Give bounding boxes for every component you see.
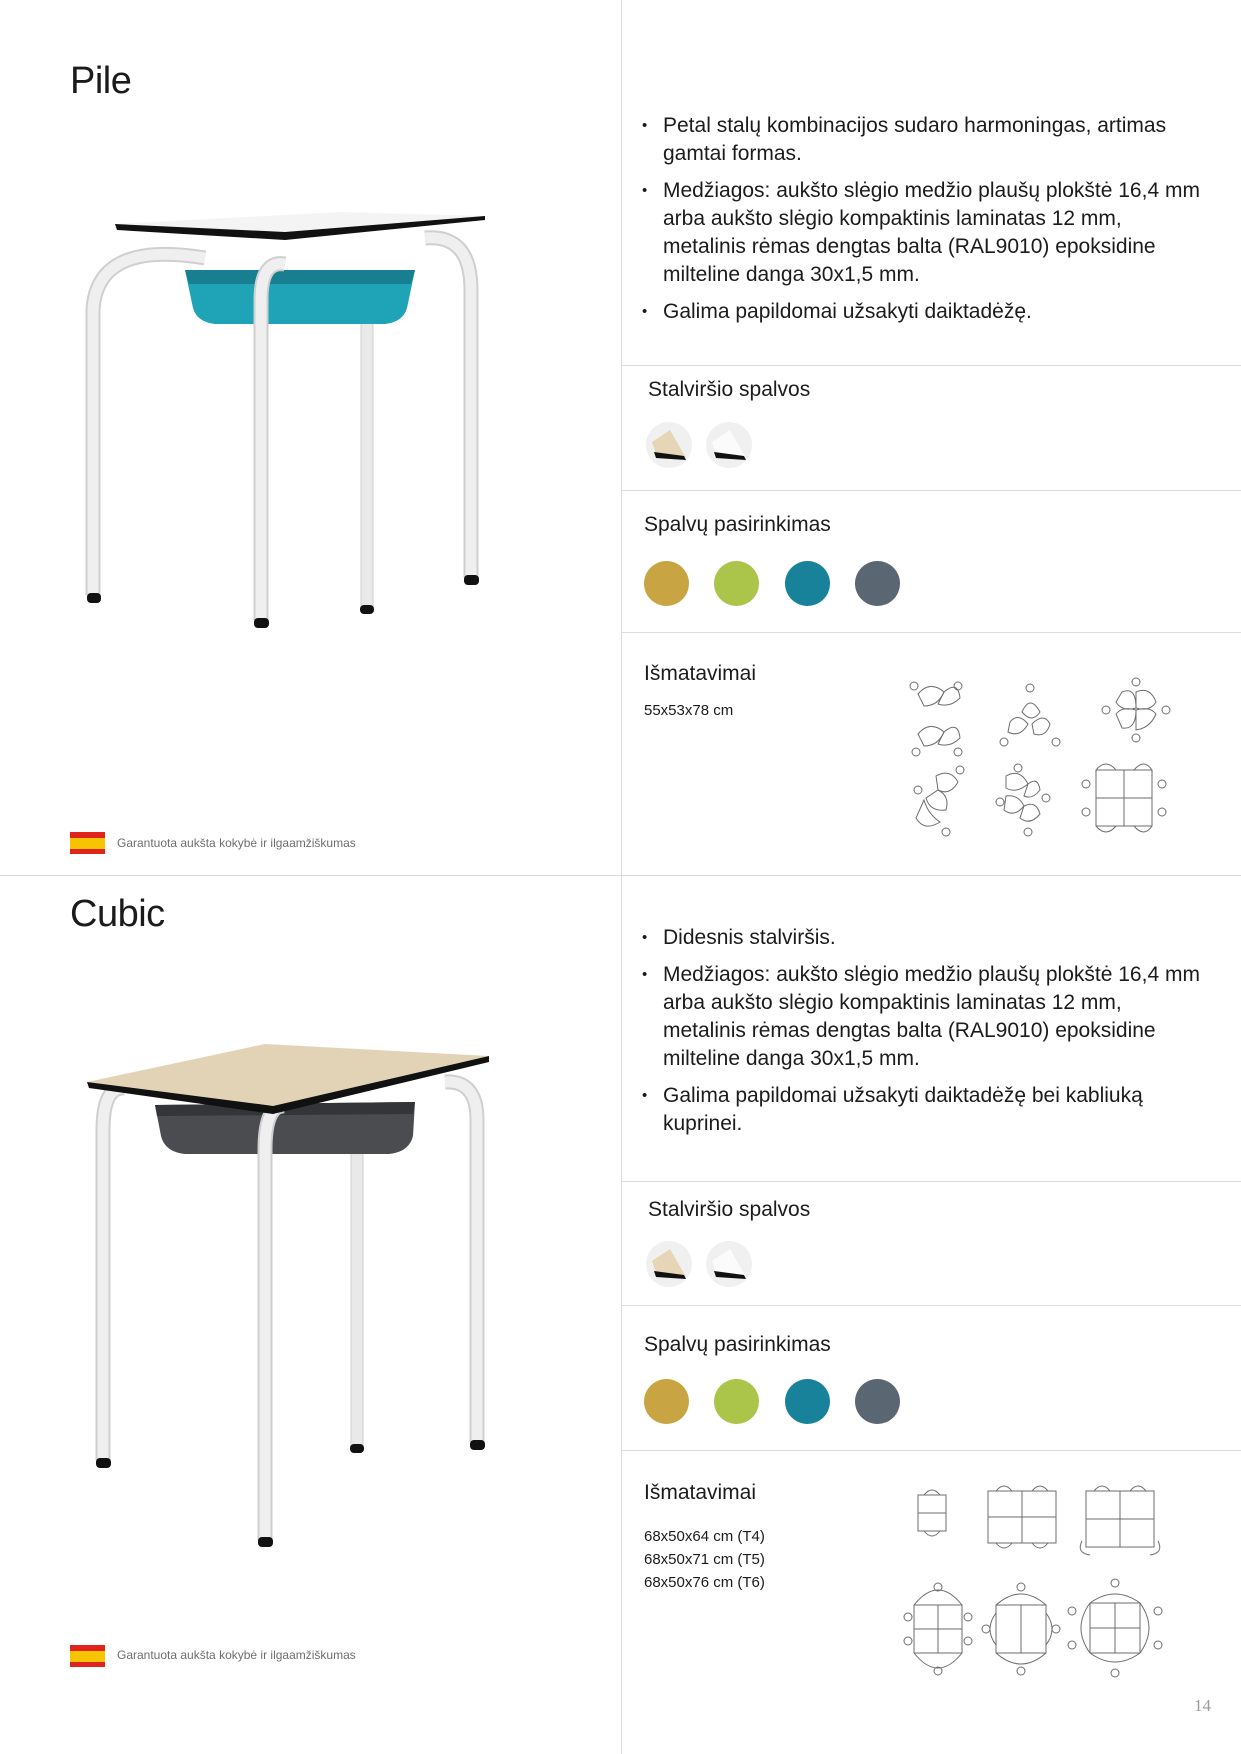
divider — [622, 1450, 1241, 1451]
color-swatch-lime[interactable] — [714, 1379, 759, 1424]
square-group-layout-icon — [1082, 764, 1166, 832]
white-finish-icon[interactable] — [706, 1241, 752, 1287]
colors-heading: Spalvų pasirinkimas — [644, 513, 831, 536]
petal-quad-layout-icon — [1102, 678, 1170, 742]
feature-item: • Medžiagos: aukšto slėgio medžio plaušų plokštė 16,4 mm arba aukšto slėgio kompaktinis laminatas 12 mm, metalinis rėmas dengtas balta (RAL9010) epoksidine milteline danga 30x1,5 mm. — [642, 961, 1202, 1073]
layout-diagrams — [900, 1475, 1180, 1715]
divider — [622, 1305, 1241, 1306]
feature-item: • Didesnis stalviršis. — [642, 924, 1202, 952]
feature-list — [642, 112, 1202, 335]
color-swatch-teal[interactable] — [785, 1379, 830, 1424]
white-finish-icon[interactable] — [706, 422, 752, 468]
divider — [622, 365, 1241, 366]
feature-item: • Galima papildomai užsakyti daiktadėžę bei kabliuką kuprinei. — [642, 1082, 1202, 1138]
dimension-value: 68x50x71 cm (T5) — [644, 1551, 765, 1568]
petal-pair-layout-icon — [910, 682, 962, 756]
four-desk-open-layout-icon — [1080, 1486, 1160, 1555]
product-section-pile — [0, 0, 1241, 875]
quality-guarantee-note: Garantuota aukšta kokybė ir ilgaamžiškumas — [117, 836, 356, 850]
spain-flag-icon — [70, 1645, 105, 1667]
petal-cluster-layout-icon — [996, 764, 1050, 836]
round-group-layout-icon — [1068, 1579, 1162, 1677]
petal-row-layout-icon — [914, 766, 964, 836]
quality-guarantee-note: Garantuota aukšta kokybė ir ilgaamžiškumas — [117, 1648, 356, 1662]
colors-heading: Spalvų pasirinkimas — [644, 1333, 831, 1356]
dimension-value: 68x50x64 cm (T4) — [644, 1528, 765, 1545]
light-wood-finish-icon[interactable] — [646, 422, 692, 468]
page-number: 14 — [1194, 1696, 1211, 1715]
divider — [622, 632, 1241, 633]
color-swatch-slate[interactable] — [855, 1379, 900, 1424]
finishes-heading: Stalviršio spalvos — [648, 1198, 811, 1221]
divider — [622, 490, 1241, 491]
product-section-cubic — [0, 875, 1241, 1754]
color-swatch-mustard[interactable] — [644, 561, 689, 606]
divider — [622, 1181, 1241, 1182]
spain-flag-icon — [70, 832, 105, 854]
feature-item: • Medžiagos: aukšto slėgio medžio plaušų plokštė 16,4 mm arba aukšto slėgio kompaktinis laminatas 12 mm, metalinis rėmas dengtas balta (RAL9010) epoksidine milteline danga 30x1,5 mm. — [642, 177, 1202, 289]
feature-item: • Petal stalų kombinacijos sudaro harmoningas, artimas gamtai formas. — [642, 112, 1202, 168]
oval-group-layout-icon — [982, 1583, 1060, 1675]
product-title: Pile — [70, 60, 132, 102]
petal-trio-layout-icon — [1000, 684, 1060, 746]
color-swatch-slate[interactable] — [855, 561, 900, 606]
long-group-layout-icon — [904, 1583, 972, 1675]
four-desk-layout-icon — [988, 1486, 1056, 1548]
feature-list — [642, 924, 1202, 1147]
dimension-value: 68x50x76 cm (T6) — [644, 1574, 765, 1591]
finishes-heading: Stalviršio spalvos — [648, 378, 811, 401]
cubic-desk-image — [85, 1040, 555, 1550]
dimensions-heading: Išmatavimai — [644, 662, 757, 685]
dimensions-heading: Išmatavimai — [644, 1481, 757, 1504]
color-swatch-teal[interactable] — [785, 561, 830, 606]
pile-desk-image — [85, 200, 555, 720]
dimension-value: 55x53x78 cm — [644, 702, 734, 719]
color-swatch-mustard[interactable] — [644, 1379, 689, 1424]
color-swatch-lime[interactable] — [714, 561, 759, 606]
product-title: Cubic — [70, 893, 165, 935]
single-desk-layout-icon — [918, 1490, 946, 1536]
feature-item: • Galima papildomai užsakyti daiktadėžę. — [642, 298, 1202, 326]
light-wood-finish-icon[interactable] — [646, 1241, 692, 1287]
layout-diagrams — [900, 672, 1180, 842]
